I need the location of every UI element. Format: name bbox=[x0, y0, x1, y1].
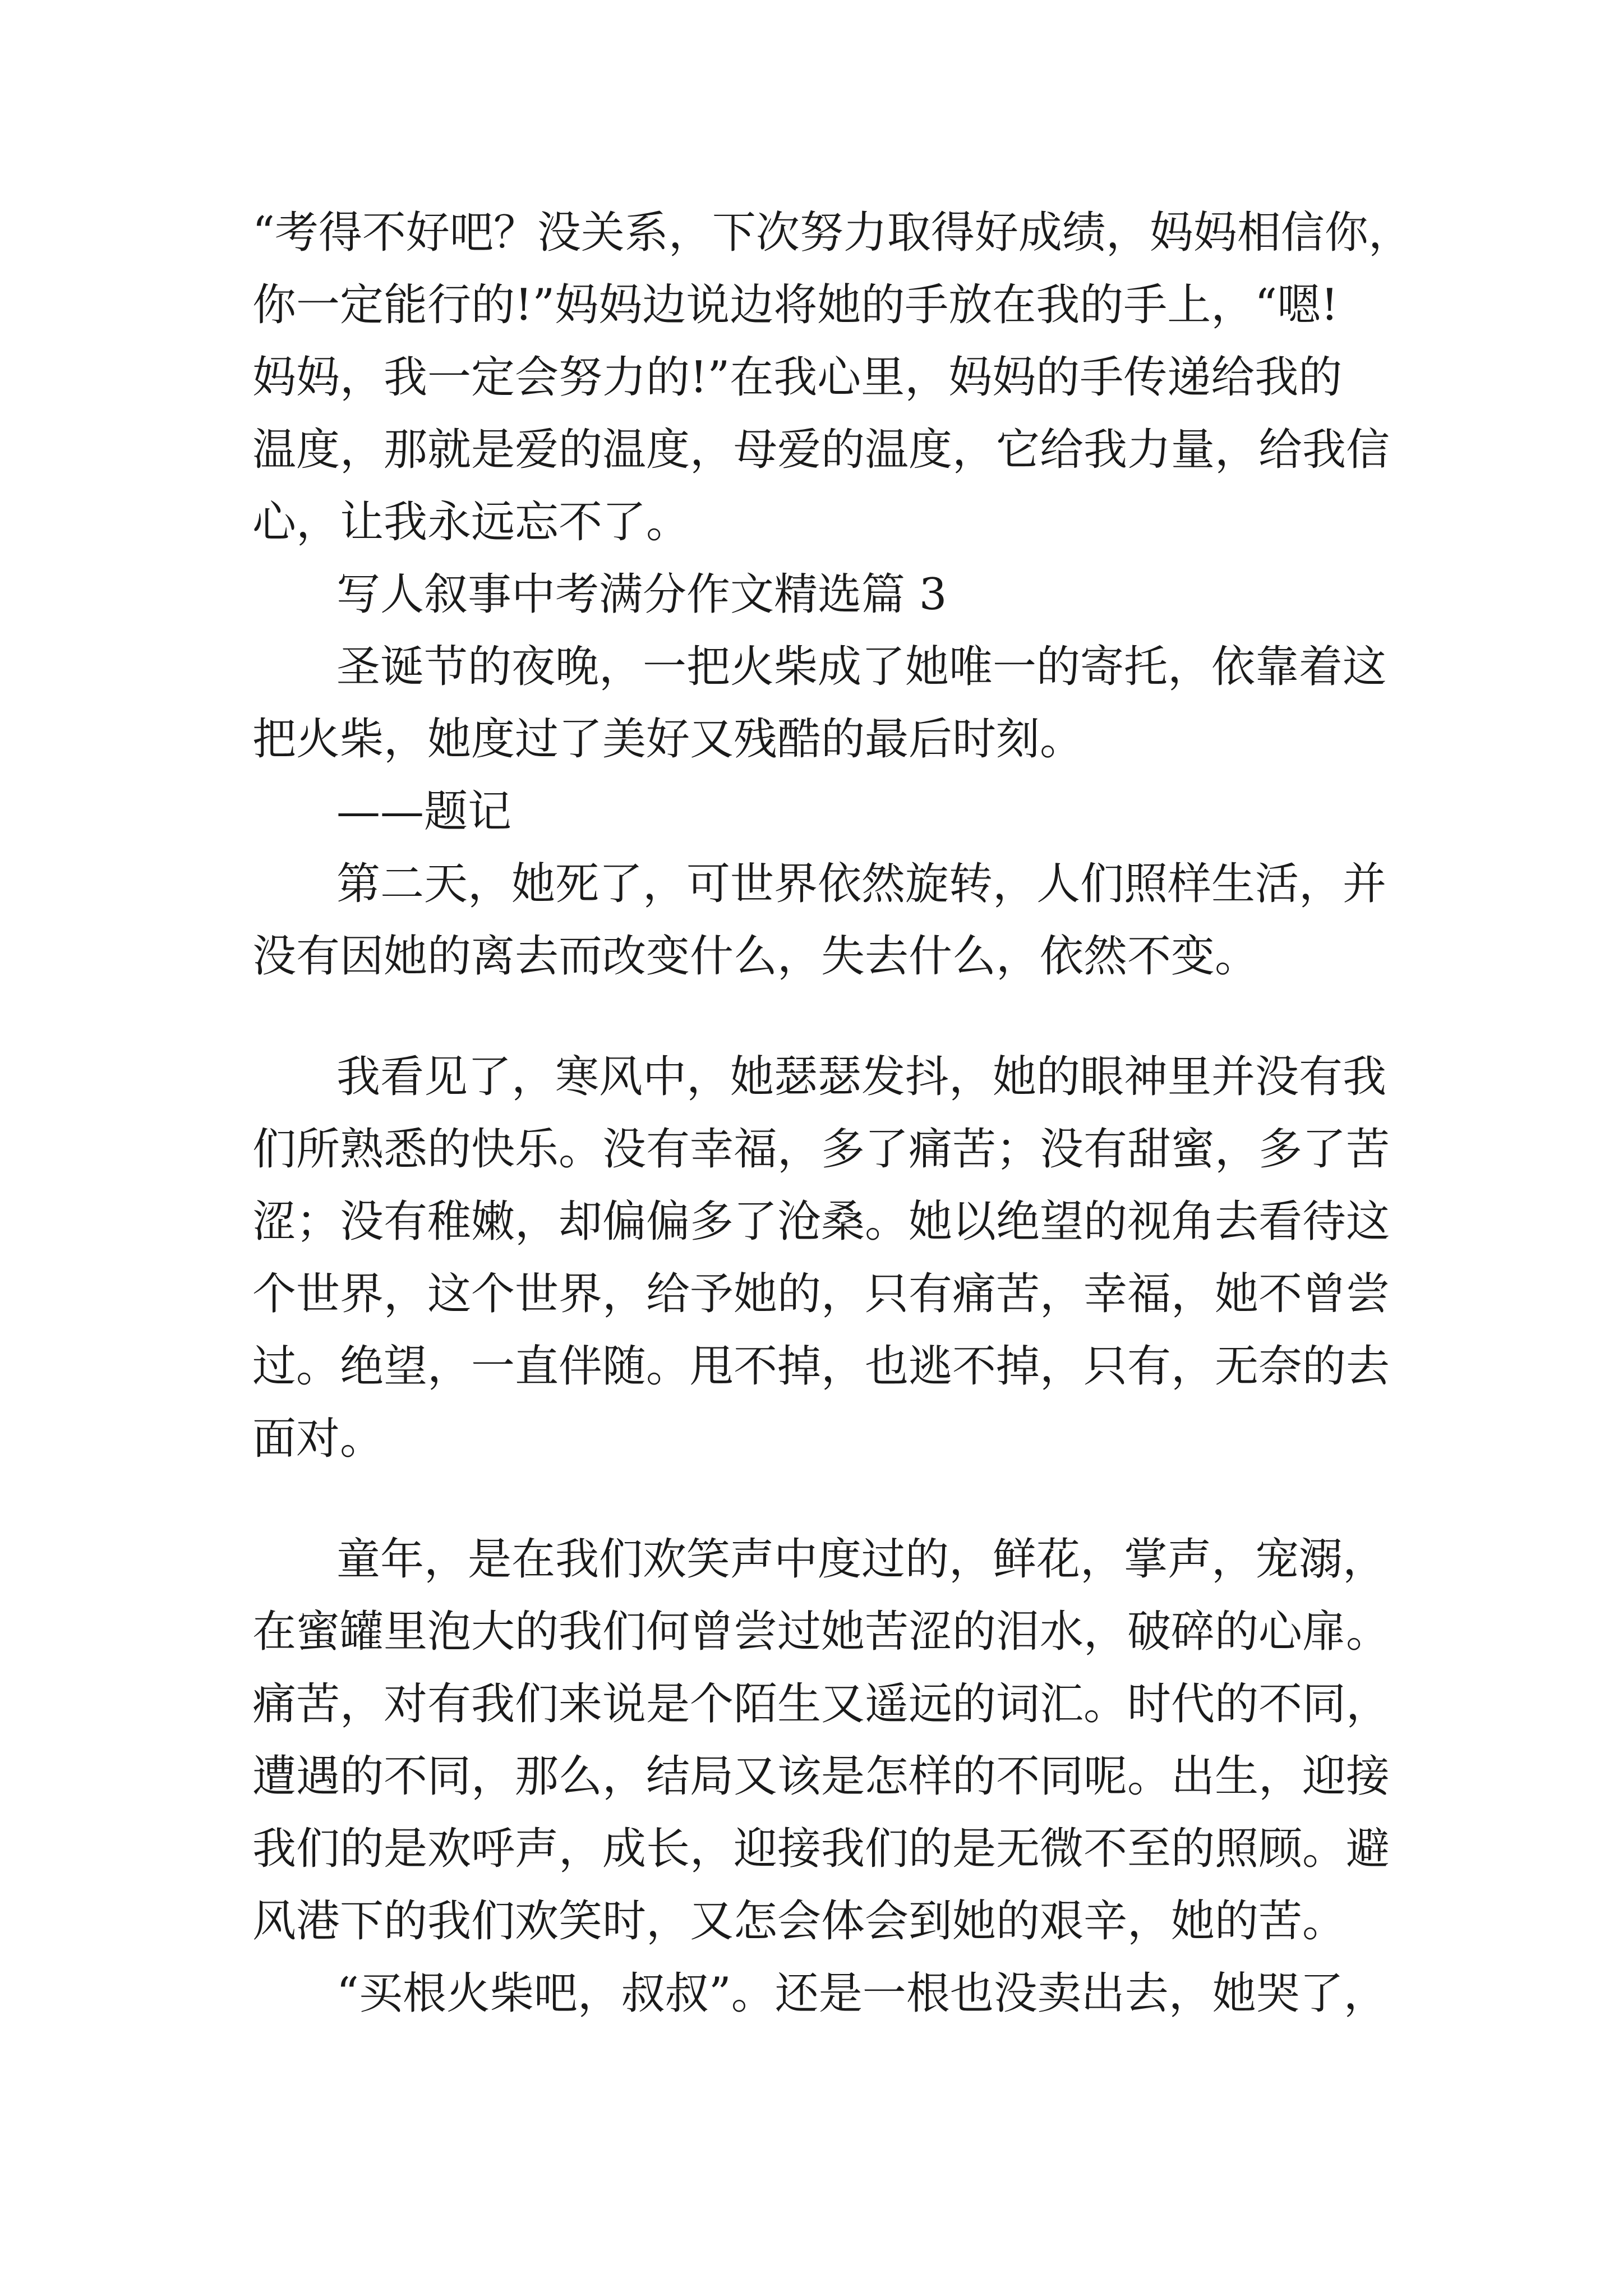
text-line: 涩；没有稚嫩，却偏偏多了沧桑。她以绝望的视角去看待这 bbox=[252, 1197, 1390, 1247]
text-line: 圣诞节的夜晚，一把火柴成了她唯一的寄托，依靠着这 bbox=[336, 642, 1387, 692]
text-line: 你一定能行的!”妈妈边说边将她的手放在我的手上，“嗯! bbox=[252, 280, 1339, 330]
text-line: “考得不好吧？没关系，下次努力取得好成绩，妈妈相信你， bbox=[252, 208, 1412, 258]
text-line: 遭遇的不同，那么，结局又该是怎样的不同呢。出生，迎接 bbox=[252, 1751, 1390, 1802]
text-line: 面对。 bbox=[252, 1414, 384, 1464]
text-line: 们所熟悉的快乐。没有幸福，多了痛苦；没有甜蜜，多了苦 bbox=[252, 1124, 1390, 1175]
text-line: 温度，那就是爱的温度，母爱的温度，它给我力量，给我信 bbox=[252, 425, 1390, 475]
text-line: 个世界，这个世界，给予她的，只有痛苦，幸福，她不曾尝 bbox=[252, 1269, 1390, 1319]
text-line: 心，让我永远忘不了。 bbox=[252, 497, 690, 547]
text-line: 妈妈，我一定会努力的!”在我心里，妈妈的手传递给我的 bbox=[252, 352, 1343, 403]
text-line: 风港下的我们欢笑时，又怎会体会到她的艰辛，她的苦。 bbox=[252, 1896, 1347, 1947]
epigraph-attribution: ——题记 bbox=[336, 786, 512, 837]
text-line: 在蜜罐里泡大的我们何曾尝过她苦涩的泪水，破碎的心扉。 bbox=[252, 1607, 1390, 1657]
text-line: 我看见了，寒风中，她瑟瑟发抖，她的眼神里并没有我 bbox=[336, 1052, 1387, 1102]
section-heading: 写人叙事中考满分作文精选篇 3 bbox=[336, 569, 947, 620]
text-line: 痛苦，对有我们来说是个陌生又遥远的词汇。时代的不同， bbox=[252, 1679, 1390, 1729]
text-line: 过。绝望，一直伴随。甩不掉，也逃不掉，只有，无奈的去 bbox=[252, 1341, 1390, 1392]
text-line: 把火柴，她度过了美好又残酷的最后时刻。 bbox=[252, 714, 1084, 765]
text-line: 第二天，她死了，可世界依然旋转，人们照样生活，并 bbox=[336, 859, 1387, 909]
text-line: 没有因她的离去而改变什么，失去什么，依然不变。 bbox=[252, 931, 1259, 982]
text-line: 我们的是欢呼声，成长，迎接我们的是无微不至的照顾。避 bbox=[252, 1824, 1390, 1874]
text-line: 童年，是在我们欢笑声中度过的，鲜花，掌声，宠溺， bbox=[336, 1534, 1387, 1585]
text-line: “买根火柴吧，叔叔”。还是一根也没卖出去，她哭了， bbox=[336, 1968, 1387, 2019]
